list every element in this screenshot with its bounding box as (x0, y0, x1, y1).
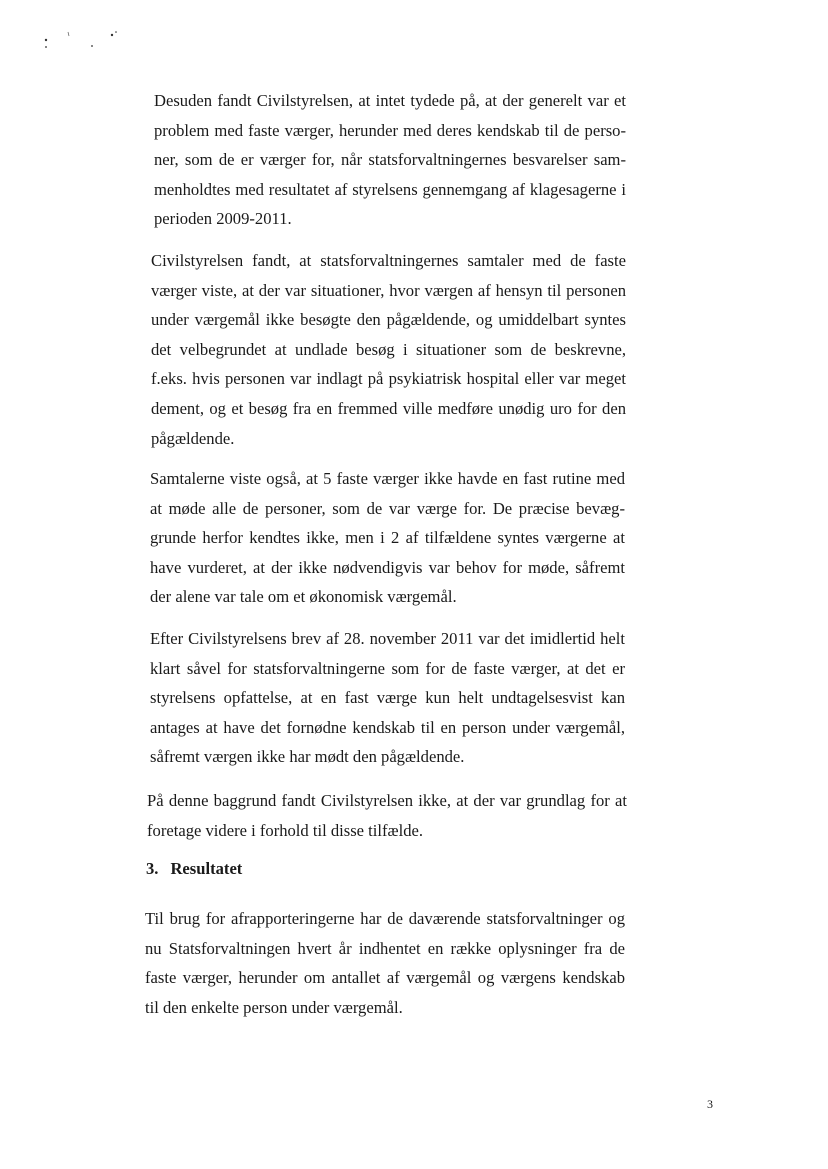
paragraph-4 (150, 624, 625, 772)
text-line: såfremt værgen ikke har mødt den pågældende. (150, 747, 465, 767)
text-line: dement, og et besøg fra en fremmed ville medføre unødig uro for den (151, 398, 626, 418)
text-line: ner, som de er værger for, når statsforvaltningernes besvarelser sam- (154, 150, 626, 170)
text-line: styrelsens opfattelse, at en fast værge kun helt undtagelsesvist kan (150, 688, 625, 708)
text-line: På denne baggrund fandt Civilstyrelsen ikke, at der var grundlag for at (147, 791, 627, 810)
text-line: pågældende. (151, 428, 235, 448)
text-line: faste værger, herunder om antallet af værgemål og værgens kendskab (145, 968, 625, 988)
text-line: Efter Civilstyrelsens brev af 28. november 2011 var det imidlertid helt (150, 629, 625, 648)
paragraph-1 (154, 86, 626, 234)
paragraph-6 (145, 904, 625, 1022)
text-line: til den enkelte person under værgemål. (145, 997, 403, 1017)
text-line: Civilstyrelsen fandt, at statsforvaltningernes samtaler med de faste (151, 251, 626, 270)
text-line: problem med faste værger, herunder med deres kendskab til de perso- (154, 120, 626, 140)
text-line: at møde alle de personer, som de var værge for. De præcise bevæg- (150, 498, 625, 518)
text-line: menholdtes med resultatet af styrelsens gennemgang af klagesagerne i (154, 179, 626, 199)
paragraph-3 (150, 464, 625, 612)
text-line: foretage videre i forhold til disse tilfælde. (147, 820, 424, 840)
text-line: Samtalerne viste også, at 5 faste værger ikke havde en fast rutine med (150, 469, 625, 488)
text-line: grunde herfor kendtes ikke, men i 2 af tilfældene syntes værgerne at (150, 528, 625, 548)
paragraph-2 (151, 246, 626, 453)
text-line: Desuden fandt Civilstyrelsen, at intet tydede på, at der generelt var et (154, 91, 626, 110)
text-line: under værgemål ikke besøgte den pågældende, og umiddelbart syntes (151, 310, 626, 330)
text-line: antages at have det fornødne kendskab til en person under værgemål, (150, 717, 625, 737)
text-line: nu Statsforvaltningen hvert år indhentet en række oplysninger fra de (145, 938, 625, 958)
text-line: klart såvel for statsforvaltningerne som for de faste værger, at det er (150, 658, 625, 678)
text-line: f.eks. hvis personen var indlagt på psykiatrisk hospital eller var meget (151, 369, 626, 389)
section-number: 3. (146, 859, 159, 878)
scan-specks (30, 20, 140, 60)
section-title: Resultatet (170, 859, 243, 878)
text-line: værger viste, at der var situationer, hvor værgen af hensyn til personen (151, 280, 626, 300)
text-line: perioden 2009-2011. (154, 209, 292, 229)
page-number: 3 (707, 1097, 713, 1111)
text-line: Til brug for afrapporteringerne har de daværende statsforvaltninger og (145, 909, 625, 928)
section-heading (146, 859, 242, 879)
text-line: det velbegrundet at undlade besøg i situationer som de beskrevne, (151, 339, 626, 359)
text-line: der alene var tale om et økonomisk værgemål. (150, 587, 457, 607)
text-line: have vurderet, at der ikke nødvendigvis var behov for møde, såfremt (150, 557, 625, 577)
paragraph-5 (147, 786, 627, 845)
